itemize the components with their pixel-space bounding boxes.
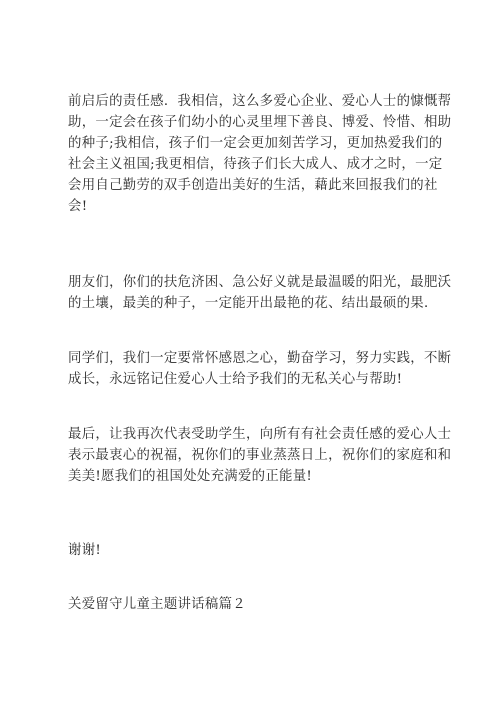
text-line: 助，一定会在孩子们幼小的心灵里埋下善良、博爱、怜惜、相助 [68,115,452,130]
text-line: 美美!愿我们的祖国处处充满爱的正能量! [68,469,313,484]
paragraph-commitment [68,91,452,217]
text-line: 关爱留守儿童主题讲话稿篇２ [68,597,246,612]
text-line: 表示最衷心的祝福，祝你们的事业蒸蒸日上，祝你们的家庭和和 [68,448,452,463]
text-line: 的种子;我相信，孩子们一定会更加刻苦学习，更加热爱我们的 [68,136,443,151]
paragraph-closing [68,424,452,487]
paragraph-friends [68,272,452,314]
text-line: 成长，永远铭记住爱心人士给予我们的无私关心与帮助! [68,372,403,387]
text-line: 最后，让我再次代表受助学生，向所有有社会责任感的爱心人士 [68,427,452,442]
paragraph-students [68,348,452,390]
paragraph-thanks [68,540,440,561]
text-line: 会用自己勤劳的双手创造出美好的生活，藉此来回报我们的社 [68,178,438,193]
text-line: 同学们，我们一定要常怀感恩之心，勤奋学习，努力实践，不断 [68,351,452,366]
text-line: 会! [68,199,88,214]
text-line: 的土壤，最美的种子，一定能开出最艳的花、结出最硕的果． [68,296,438,311]
text-line: 朋友们，你们的扶危济困、急公好义就是最温暖的阳光，最肥沃 [68,275,452,290]
text-line: 社会主义祖国;我更相信，待孩子们长大成人、成才之时，一定 [68,157,443,172]
section-heading [68,594,440,615]
text-line: 前启后的责任感．我相信，这么多爱心企业、爱心人士的慷慨帮 [68,94,452,109]
text-line: 谢谢! [68,543,102,558]
